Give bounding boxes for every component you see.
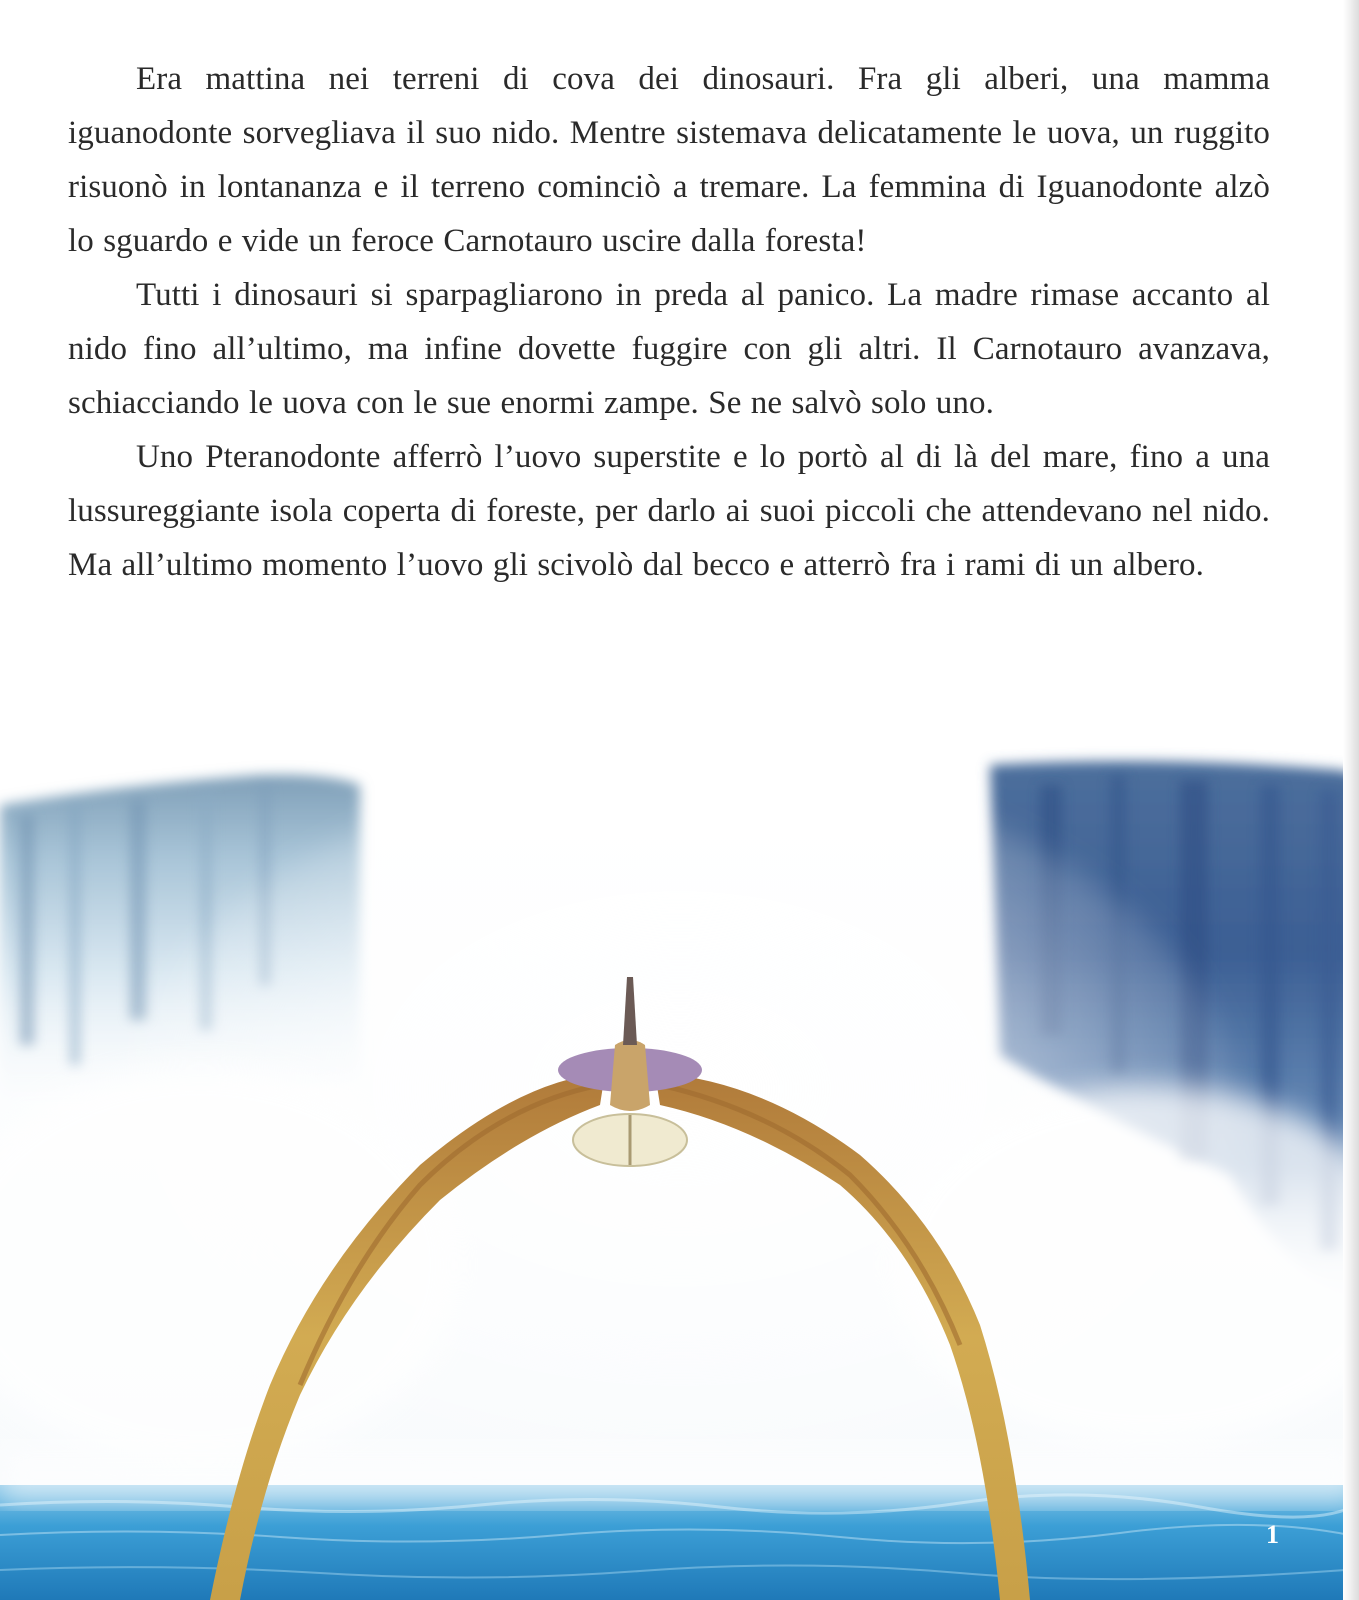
paragraph-1: Era mattina nei terreni di cova dei dinosauri. Fra gli alberi, una mamma iguanodonte sorvegliava il suo nido. Mentre sistemava delicatamente le uova, un ruggito risuonò in lontananza e il terreno cominciò a tremare. La femmina di Iguanodonte alzò lo sguardo e vide un feroce Carnotauro uscire dalla foresta! xyxy=(68,61,1270,259)
page-edge xyxy=(1343,0,1359,1600)
pteranodon-body xyxy=(610,1040,650,1111)
sea-horizon-haze xyxy=(0,1445,1359,1505)
page-number: 1 xyxy=(1266,1520,1279,1549)
paragraph-2: Tutti i dinosauri si sparpagliarono in preda al panico. La madre rimase accanto al nido fino all’ultimo, ma infine dovette fuggire con gli altri. Il Carnotauro avanzava, schiacciando le uova con le sue enormi zampe. Se ne salvò solo uno. xyxy=(68,277,1270,421)
paragraph-3: Uno Pteranodonte afferrò l’uovo superstite e lo portò al di là del mare, fino a una lussureggiante isola coperta di foreste, per darlo ai suoi piccoli che attendevano nel nido. Ma all’ultimo momento l’uovo gli scivolò dal becco e atterrò fra i rami di un albero. xyxy=(68,439,1270,583)
pteranodon-over-waterfall-illustration xyxy=(0,745,1359,1600)
story-text xyxy=(68,52,1270,592)
illustration-svg xyxy=(0,745,1359,1600)
